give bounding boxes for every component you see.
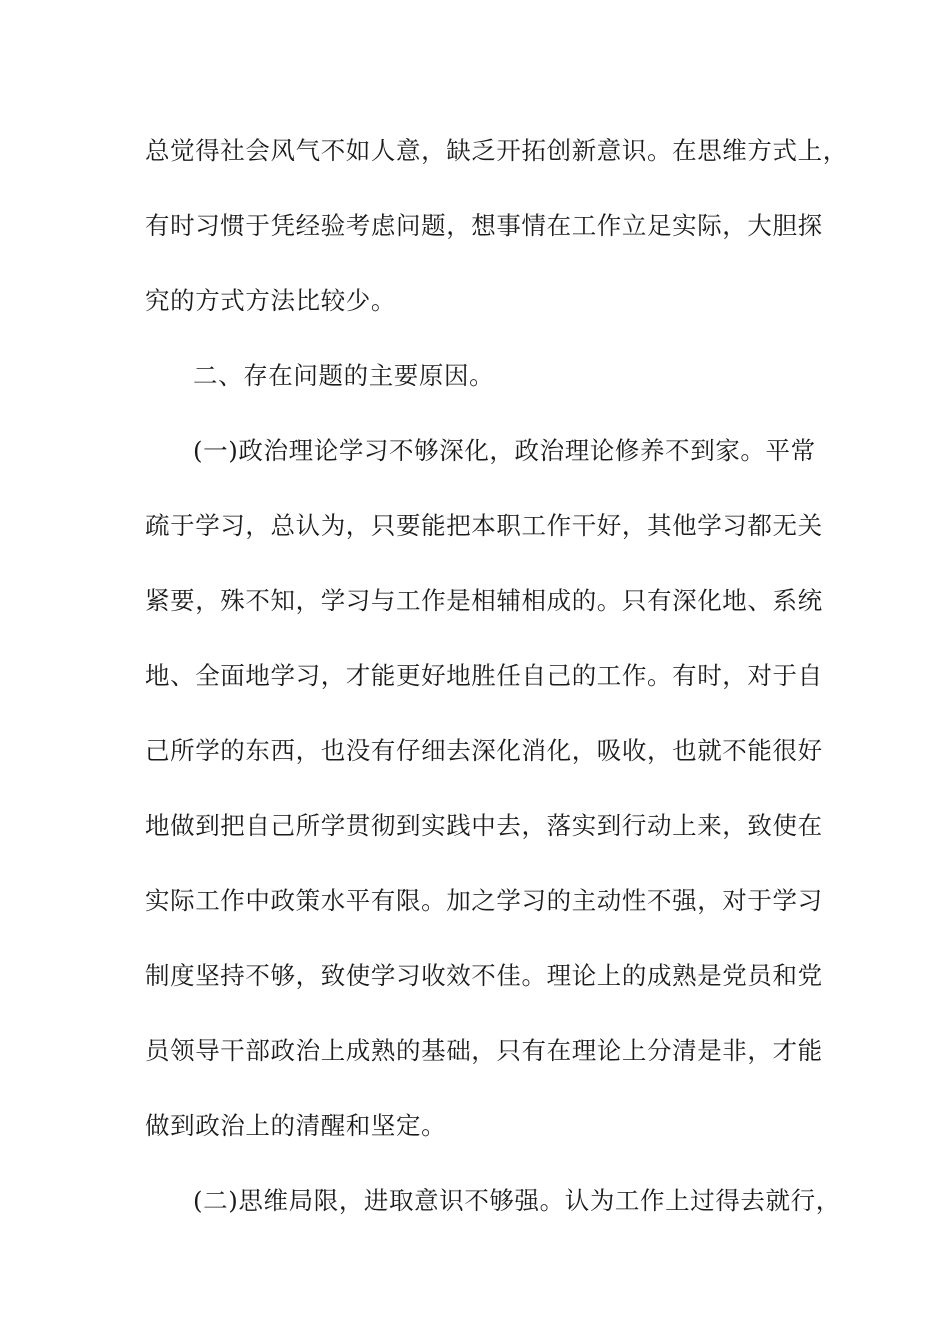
text-line: 员领导干部政治上成熟的基础，只有在理论上分清是非，才能: [145, 1036, 823, 1065]
text-line: 己所学的东西，也没有仔细去深化消化，吸收，也就不能很好: [145, 736, 823, 765]
section-heading: 二、存在问题的主要原因。: [193, 361, 495, 390]
text-line: 做到政治上的清醒和坚定。: [145, 1111, 447, 1140]
text-line: (一)政治理论学习不够深化，政治理论修养不到家。平常: [193, 436, 816, 465]
text-line: 实际工作中政策水平有限。加之学习的主动性不强，对于学习: [145, 886, 823, 915]
text-line: 制度坚持不够，致使学习收效不佳。理论上的成熟是党员和党: [145, 961, 823, 990]
text-line: 有时习惯于凭经验考虑问题，想事情在工作立足实际，大胆探: [145, 211, 823, 240]
text-line: 紧要，殊不知，学习与工作是相辅相成的。只有深化地、系统: [145, 586, 823, 615]
text-line: 地做到把自己所学贯彻到实践中去，落实到行动上来，致使在: [145, 811, 823, 840]
text-line: 疏于学习，总认为，只要能把本职工作干好，其他学习都无关: [145, 511, 823, 540]
text-line: 总觉得社会风气不如人意，缺乏开拓创新意识。在思维方式上，: [145, 136, 848, 165]
text-line: 究的方式方法比较少。: [145, 286, 396, 315]
text-line: (二)思维局限，进取意识不够强。认为工作上过得去就行，: [193, 1186, 841, 1215]
text-line: 地、全面地学习，才能更好地胜任自己的工作。有时，对于自: [145, 661, 823, 690]
